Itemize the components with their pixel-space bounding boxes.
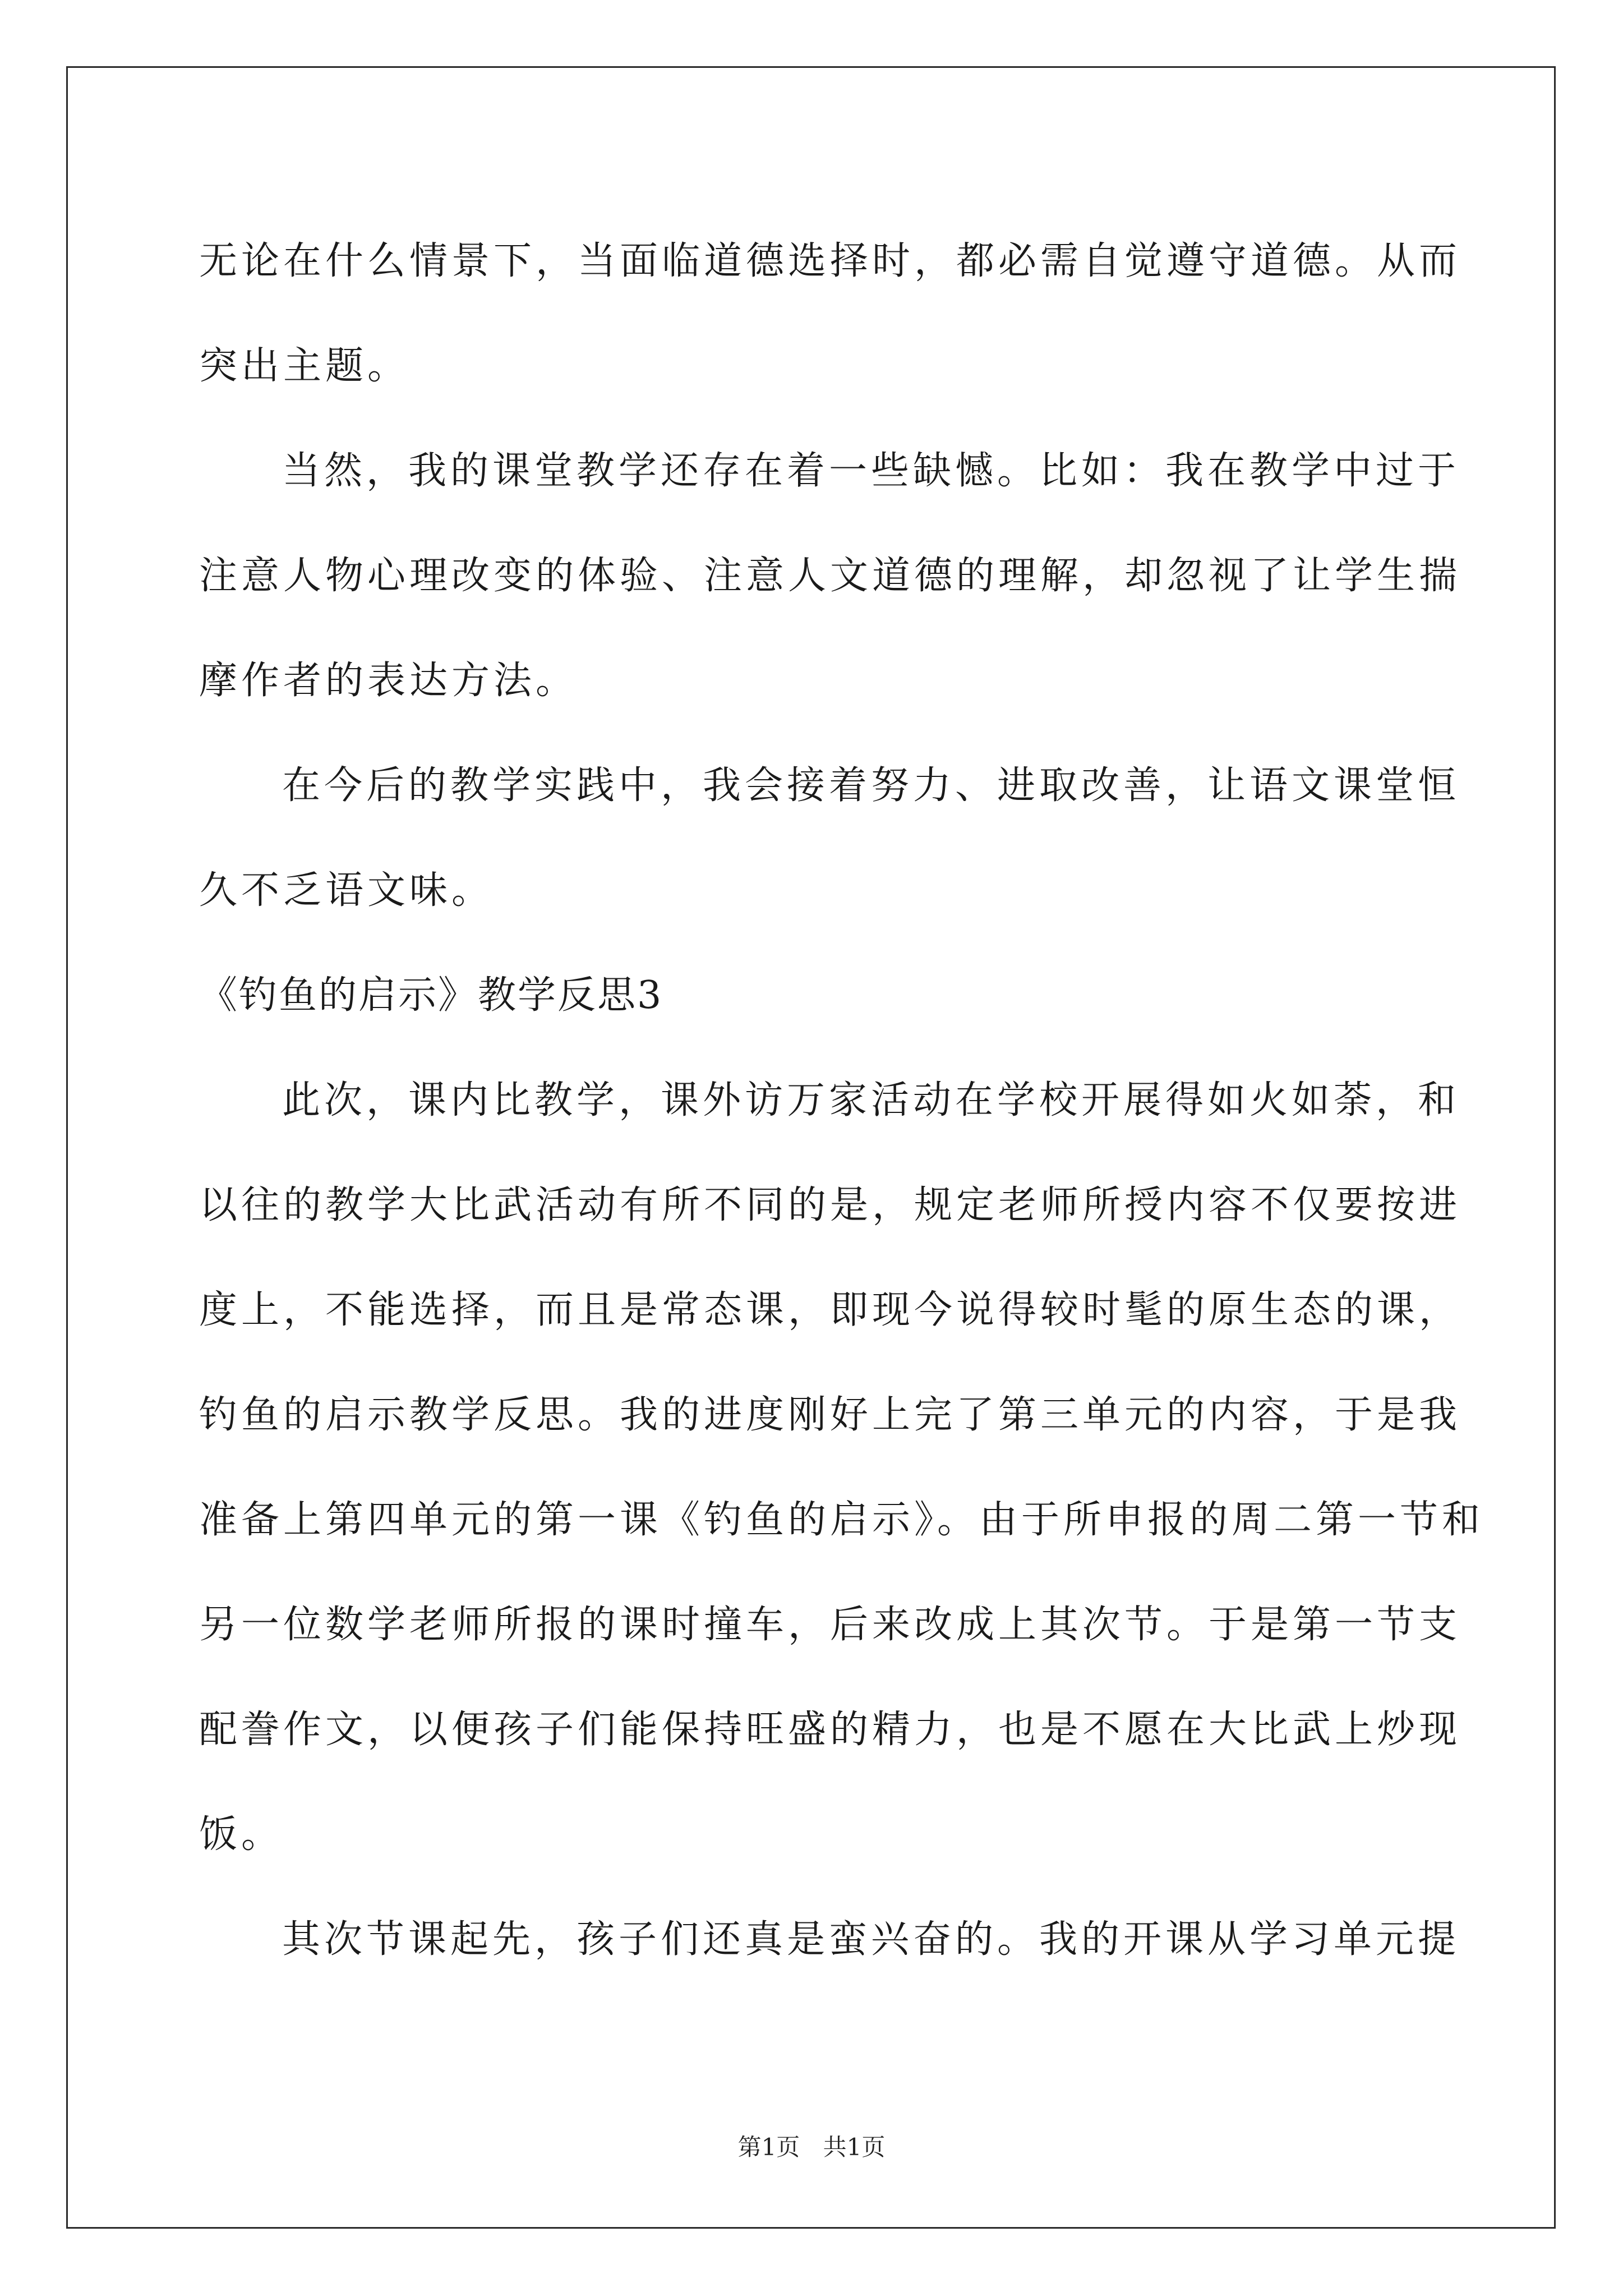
paragraph-line: 摩作者的表达方法。 (199, 659, 578, 703)
paragraph-line: 当然，我的课堂教学还存在着一些缺憾。比如：我在教学中过于 (282, 449, 1460, 493)
page-number: 第1页 (737, 2133, 800, 2161)
paragraph-line: 以往的教学大比武活动有所不同的是，规定老师所授内容不仅要按进 (199, 1183, 1461, 1227)
paragraph-line: 配誊作文，以便孩子们能保持旺盛的精力，也是不愿在大比武上炒现 (199, 1708, 1461, 1752)
paragraph-line: 另一位数学老师所报的课时撞车，后来改成上其次节。于是第一节支 (199, 1603, 1461, 1647)
section-heading: 《钓鱼的启示》教学反思3 (199, 973, 663, 1018)
document-body (199, 209, 1484, 1992)
paragraph-line: 注意人物心理改变的体验、注意人文道德的理解，却忽视了让学生揣 (199, 554, 1461, 598)
page-footer (0, 2129, 1623, 2162)
page-total: 共1页 (823, 2133, 886, 2161)
paragraph-line: 其次节课起先，孩子们还真是蛮兴奋的。我的开课从学习单元提 (282, 1917, 1460, 1962)
paragraph-line: 无论在什么情景下，当面临道德选择时，都必需自觉遵守道德。从而 (199, 239, 1461, 283)
paragraph-line: 度上，不能选择，而且是常态课，即现今说得较时髦的原生态的课， (199, 1288, 1461, 1332)
paragraph-line: 饭。 (199, 1812, 284, 1857)
paragraph-line: 准备上第四单元的第一课《钓鱼的启示》。由于所申报的周二第一节和 (199, 1498, 1484, 1542)
paragraph-line: 久不乏语文味。 (199, 868, 494, 913)
paragraph-line: 此次，课内比教学，课外访万家活动在学校开展得如火如荼，和 (282, 1078, 1460, 1122)
paragraph-line: 钓鱼的启示教学反思。我的进度刚好上完了第三单元的内容，于是我 (199, 1393, 1461, 1437)
paragraph-line: 在今后的教学实践中，我会接着努力、进取改善，让语文课堂恒 (282, 763, 1460, 808)
paragraph-line: 突出主题。 (199, 344, 410, 388)
